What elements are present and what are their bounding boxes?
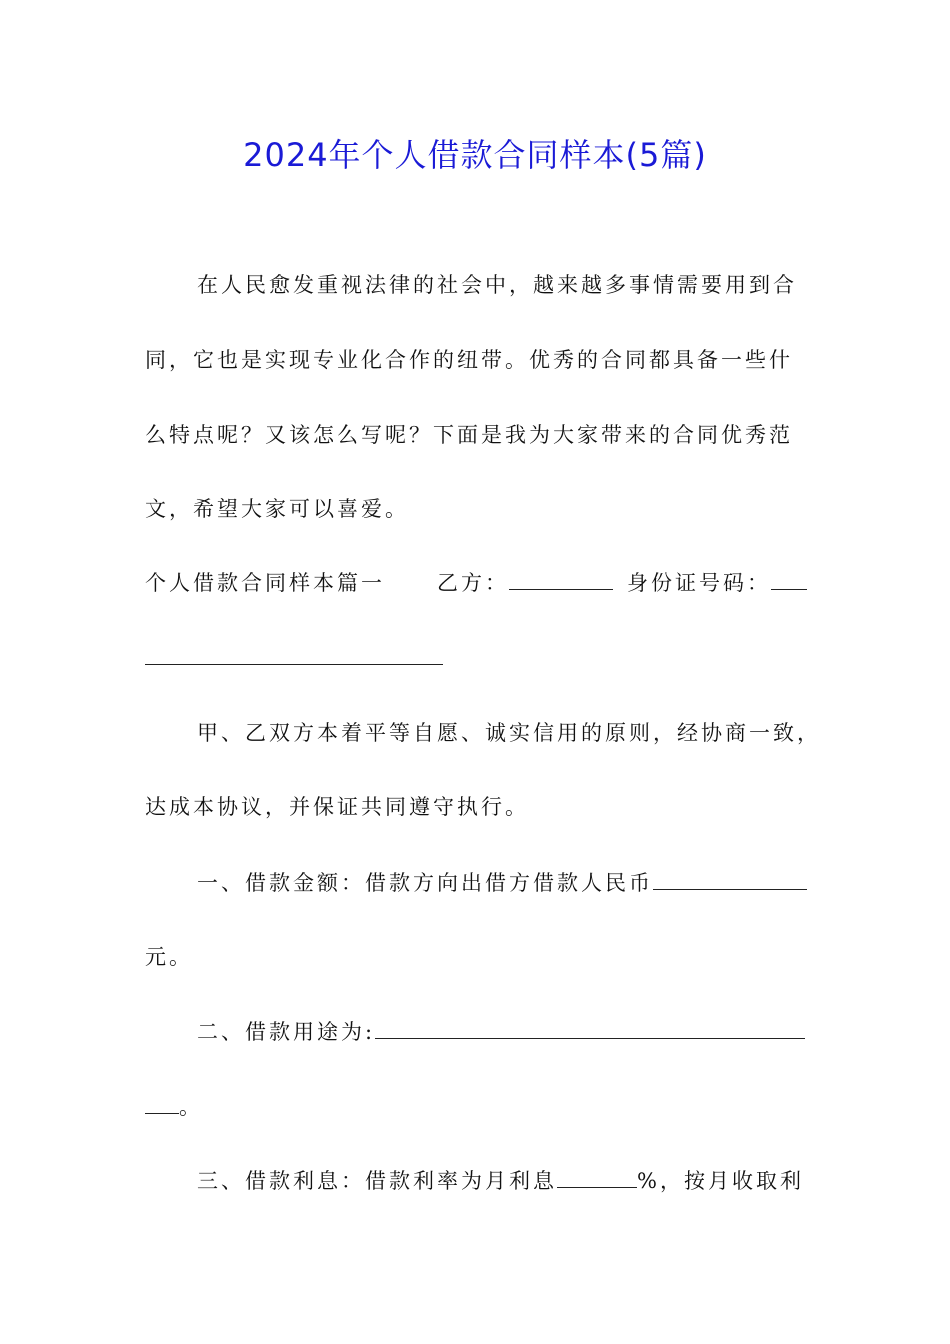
id-label: 身份证号码： (627, 571, 771, 595)
interest-rate-blank[interactable] (557, 1167, 637, 1188)
loan-purpose-blank[interactable] (375, 1018, 805, 1039)
intro-line-2: 同，它也是实现专业化合作的纽带。优秀的合同都具备一些什 (145, 348, 793, 372)
clause-2-text: 二、借款用途为: (197, 1020, 376, 1044)
clause-3-tail: %，按月收取利 (637, 1169, 804, 1193)
intro-line-3: 么特点呢？又该怎么写呢？下面是我为大家带来的合同优秀范 (145, 423, 793, 447)
party-b-blank[interactable] (509, 569, 613, 590)
id-blank[interactable] (771, 569, 807, 590)
loan-purpose-blank-continued[interactable] (145, 1093, 179, 1114)
document-title: 2024年个人借款合同样本(5篇) (243, 136, 707, 174)
principle-line-2: 达成本协议，并保证共同遵守执行。 (145, 795, 529, 819)
clause-2-line (197, 1017, 810, 1047)
party-b-label: 乙方： (437, 571, 509, 595)
section-heading: 个人借款合同样本篇一 (145, 571, 385, 595)
loan-amount-blank[interactable] (653, 869, 807, 890)
principle-line-1: 甲、乙双方本着平等自愿、诚实信用的原则，经协商一致， (197, 721, 821, 745)
id-blank-line (145, 642, 810, 673)
id-blank-continued[interactable] (145, 642, 443, 665)
clause-1-text: 一、借款金额：借款方向出借方借款人民币 (197, 871, 653, 895)
clause-3-line (197, 1166, 810, 1196)
clause-3-text: 三、借款利息：借款利率为月利息 (197, 1169, 557, 1193)
clause-2-end-line (145, 1092, 810, 1122)
intro-line-1: 在人民愈发重视法律的社会中，越来越多事情需要用到合 (197, 273, 797, 297)
clause-2-end: 。 (179, 1095, 203, 1119)
intro-line-4: 文，希望大家可以喜爱。 (145, 497, 409, 521)
clause-1-line (197, 868, 810, 898)
clause-1-end: 元。 (145, 945, 193, 969)
party-line (145, 568, 810, 598)
